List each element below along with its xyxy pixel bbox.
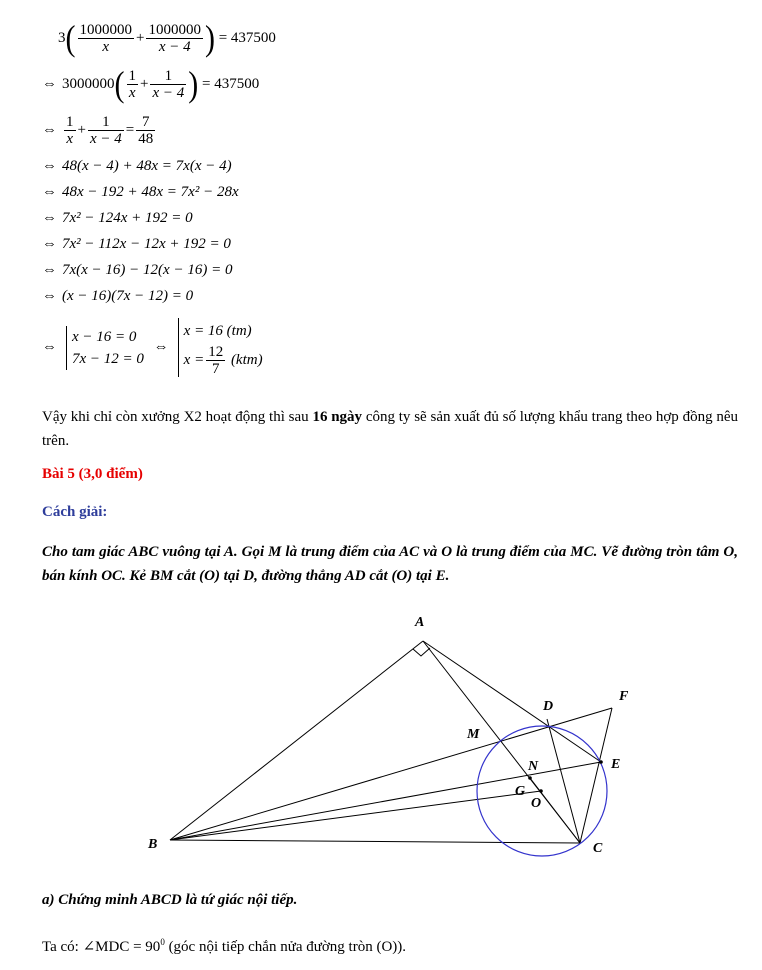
case-line: 7x − 12 = 0 — [72, 350, 144, 367]
equation-line-7 — [42, 236, 231, 253]
segment-AE — [423, 641, 601, 762]
segment-DC — [547, 719, 580, 843]
plus-sign: + — [136, 29, 145, 46]
label-D: D — [543, 699, 554, 714]
label-C: C — [593, 841, 603, 856]
equation-text: 48(x − 4) + 48x = 7x(x − 4) — [62, 158, 232, 174]
equals-sign: = — [125, 121, 135, 138]
fraction-numerator: 1 — [128, 68, 136, 84]
equation-text: 7x(x − 16) − 12(x − 16) = 0 — [62, 262, 233, 278]
equivalent-symbol: ⇔ — [42, 158, 57, 174]
equivalent-symbol: ⇔ — [42, 210, 57, 226]
equivalent-symbol: ⇔ — [42, 339, 57, 355]
fraction-denominator: x − 4 — [89, 131, 122, 147]
equation-text: (x − 16)(7x − 12) = 0 — [62, 288, 194, 304]
fraction-numerator: 1 — [150, 68, 186, 85]
equation-text: 48x − 192 + 48x = 7x² − 28x — [62, 184, 239, 200]
equation-line-10 — [42, 318, 263, 377]
plus-sign: + — [77, 121, 86, 138]
segment-BC — [170, 840, 580, 843]
geometry-figure — [0, 600, 762, 870]
case-bracket-left — [66, 326, 144, 370]
equation-rhs: = 437500 — [218, 29, 276, 46]
point-N — [528, 776, 532, 780]
segment-FC — [580, 708, 612, 843]
fraction-denominator: x — [102, 39, 110, 55]
label-F: F — [619, 689, 629, 704]
equivalent-symbol: ⇔ — [153, 339, 169, 355]
equation-text: 7x² − 124x + 192 = 0 — [62, 210, 193, 226]
label-E: E — [611, 757, 621, 772]
section-title: Bài 5 (3,0 điểm) — [42, 466, 143, 482]
case-line: x = — [183, 351, 205, 368]
equation-rhs: = 437500 — [202, 75, 260, 92]
conclusion-text: Vậy khi chỉ còn xưởng X2 hoạt động thì sau — [42, 409, 313, 425]
fraction-denominator: x — [66, 131, 74, 147]
fraction-denominator: x — [128, 85, 136, 101]
equivalent-symbol: ⇔ — [42, 184, 57, 200]
point-G — [539, 789, 543, 793]
fraction-numerator: 1 — [66, 114, 74, 130]
equation-line-3 — [42, 114, 157, 147]
equation-line-9 — [42, 288, 193, 305]
label-G: G — [515, 784, 526, 799]
right-angle-mark — [413, 648, 430, 656]
case-note: (ktm) — [230, 351, 263, 368]
segment-BF — [170, 708, 612, 840]
equation-line-2: ⇔ 3000000( $\frac{1}{x}$ + $\frac{1}{x - 4}$ ) = 437500 — [42, 64, 260, 104]
part-a-heading: a) Chứng minh ABCD là tứ giác nội tiếp. — [42, 892, 298, 908]
conclusion-paragraph — [42, 405, 738, 453]
fraction-numerator: 1000000 — [79, 22, 132, 38]
case-line: x − 16 = 0 — [72, 328, 137, 345]
fraction-numerator: 1 — [88, 114, 124, 131]
fraction-denominator: 48 — [138, 131, 154, 147]
fraction-numerator: 7 — [136, 114, 155, 131]
fraction-denominator: x − 4 — [158, 39, 191, 55]
equation-text: 7x² − 112x − 12x + 192 = 0 — [62, 236, 231, 252]
label-N: N — [528, 759, 539, 774]
fraction-numerator: 1000000 — [148, 22, 201, 38]
problem-statement: Cho tam giác ABC vuông tại A. Gọi M là trung điểm của AC và O là trung điểm của MC. Vẽ đường tròn tâm O, bán kính OC. Kẻ BM cắt (O) tại D, đường thẳng AD cắt (O) tại E. — [42, 544, 738, 584]
method-label: Cách giải: — [42, 504, 108, 520]
point-E — [599, 760, 603, 764]
last-line — [42, 930, 738, 959]
last-line-text: (góc nội tiếp chắn nửa đường tròn (O)). — [164, 939, 407, 955]
conclusion-bold: 16 ngày — [312, 409, 363, 425]
conclusion-text: công ty sẽ sản xuất đủ số lượng khẩu trang theo hợp đồng nêu trên. — [42, 409, 738, 449]
segment-BG — [170, 791, 541, 840]
equation-line-1: 3( $\frac{1000000}{x}$ + $\frac{1000000}{x - 4}$ ) = 437500 — [58, 18, 276, 58]
fraction-denominator: x − 4 — [152, 85, 185, 101]
equivalent-symbol: ⇔ — [42, 75, 57, 92]
equation-line-4 — [42, 158, 232, 175]
plus-sign: + — [140, 75, 149, 92]
label-O: O — [531, 796, 542, 811]
label-B: B — [148, 837, 158, 852]
segment-AB — [170, 641, 423, 840]
fraction-denominator: 7 — [211, 361, 220, 377]
coefficient: 3 — [58, 29, 66, 46]
equivalent-symbol: ⇔ — [42, 121, 57, 138]
equivalent-symbol: ⇔ — [42, 236, 57, 252]
label-M: M — [467, 727, 480, 742]
equivalent-symbol: ⇔ — [42, 288, 57, 304]
equation-line-6 — [42, 210, 193, 227]
fraction-numerator: 12 — [208, 344, 224, 360]
last-line-text: Ta có: ∠MDC = 90 — [42, 939, 161, 955]
coefficient: 3000000 — [62, 75, 115, 92]
case-bracket-right — [178, 318, 263, 377]
degree-superscript: 0 — [160, 937, 165, 947]
equation-line-8 — [42, 262, 232, 279]
equivalent-symbol: ⇔ — [42, 262, 57, 278]
label-A: A — [415, 615, 425, 630]
case-line: x = 16 (tm) — [183, 323, 252, 339]
equation-line-5 — [42, 184, 239, 201]
